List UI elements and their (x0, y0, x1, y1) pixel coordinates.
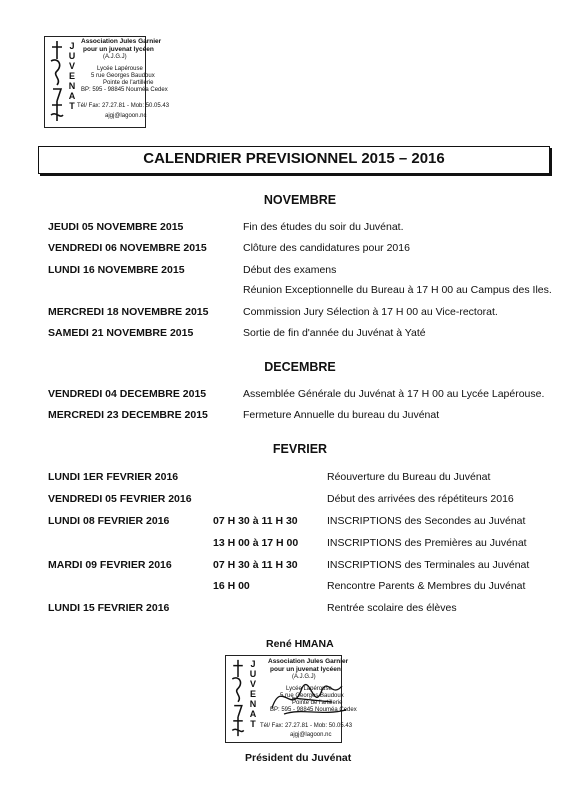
event-description: Commission Jury Sélection à 17 H 00 au Vice-rectorat. (243, 306, 498, 318)
month-heading-november: NOVEMBRE (263, 193, 337, 207)
stamp-line: ajgj@lagoon.nc (105, 113, 147, 119)
stamp-letter: V (249, 679, 256, 689)
event-description: Réunion Exceptionnelle du Bureau à 17 H 00 au Campus des Iles. (243, 284, 552, 296)
event-description: Fin des études du soir du Juvénat. (243, 221, 404, 233)
handwritten-signature (262, 668, 352, 728)
signatory-title: Président du Juvénat (245, 752, 352, 764)
event-date: VENDREDI 05 FEVRIER 2016 (48, 493, 192, 505)
event-date: MARDI 09 FEVRIER 2016 (48, 559, 172, 571)
stamp-letter: A (68, 91, 76, 101)
signatory-name: René HMANA (266, 638, 334, 650)
event-description: Début des arrivées des répétiteurs 2016 (327, 493, 514, 505)
page-title: CALENDRIER PREVISIONNEL 2015 – 2016 (143, 150, 445, 167)
stamp-letter: U (68, 51, 76, 61)
event-description: Rencontre Parents & Membres du Juvénat (327, 580, 526, 592)
event-description: INSCRIPTIONS des Terminales au Juvénat (327, 559, 530, 571)
event-date: LUNDI 16 NOVEMBRE 2015 (48, 264, 185, 276)
stamp-vertical-letters (67, 41, 77, 111)
stamp-line: pour un juvenat lycéen (270, 666, 341, 673)
month-heading-december: DECEMBRE (264, 360, 336, 374)
event-date: MERCREDI 18 NOVEMBRE 2015 (48, 306, 209, 318)
event-date: VENDREDI 06 NOVEMBRE 2015 (48, 242, 207, 254)
stamp-letter: V (68, 61, 75, 71)
stamp-line: Lycée Lapérouse (286, 686, 332, 692)
stamp-line: ajgj@lagoon.nc (290, 732, 332, 738)
stamp-letter: N (249, 699, 257, 709)
event-description: INSCRIPTIONS des Secondes au Juvénat (327, 515, 526, 527)
stamp-letter: U (249, 669, 257, 679)
stamp-line: pour un juvenat lycéen (83, 46, 154, 53)
stamp-letter: E (249, 689, 256, 699)
stamp-vertical-letters (248, 659, 258, 729)
event-description: Fermeture Annuelle du bureau du Juvénat (243, 409, 440, 421)
event-description: Réouverture du Bureau du Juvénat (327, 471, 491, 483)
event-time: 16 H 00 (213, 580, 250, 592)
event-time: 07 H 30 à 11 H 30 (213, 559, 298, 571)
stamp-line: Tél/ Fax: 27.27.81 - Mob: 50.05.43 (77, 103, 170, 109)
association-logo-icon (229, 658, 247, 738)
event-date: LUNDI 15 FEVRIER 2016 (48, 602, 170, 614)
event-description: INSCRIPTIONS des Premières au Juvénat (327, 537, 527, 549)
stamp-line: Association Jules Garnier (268, 658, 349, 665)
event-time: 07 H 30 à 11 H 30 (213, 515, 298, 527)
stamp-letter: J (250, 659, 256, 669)
header-stamp (44, 36, 170, 128)
stamp-letter: T (250, 719, 256, 729)
event-description: Début des examens (243, 264, 337, 276)
event-time: 13 H 00 à 17 H 00 (213, 537, 299, 549)
association-logo-icon (48, 39, 66, 123)
stamp-line: (A.J.G.J) (292, 674, 316, 680)
stamp-letter: E (68, 71, 75, 81)
stamp-line: Association Jules Garnier (81, 38, 162, 45)
month-heading-february: FEVRIER (272, 442, 328, 456)
title-box (38, 146, 550, 174)
event-date: VENDREDI 04 DECEMBRE 2015 (48, 388, 207, 400)
event-date: SAMEDI 21 NOVEMBRE 2015 (48, 327, 194, 339)
stamp-line: Tél/ Fax: 27.27.81 - Mob: 50.05.43 (260, 723, 353, 729)
stamp-line: 5 rue Georges Baudoux (280, 693, 344, 699)
event-date: JEUDI 05 NOVEMBRE 2015 (48, 221, 184, 233)
stamp-letter: T (69, 101, 75, 111)
stamp-line: Pointe de l'artillerie (103, 80, 154, 86)
event-description: Assemblée Générale du Juvénat à 17 H 00 au Lycée Lapérouse. (243, 388, 545, 400)
stamp-letter: J (69, 41, 75, 51)
stamp-line: Pointe de l'artillerie (292, 700, 343, 706)
event-date: LUNDI 08 FEVRIER 2016 (48, 515, 170, 527)
event-description: Clôture des candidatures pour 2016 (243, 242, 410, 254)
event-description: Rentrée scolaire des élèves (327, 602, 457, 614)
stamp-line: BP: 595 - 98845 Nouméa Cedex (81, 87, 168, 93)
stamp-line: Lycée Lapérouse (97, 66, 143, 72)
event-date: LUNDI 1ER FEVRIER 2016 (48, 471, 179, 483)
stamp-letter: N (68, 81, 76, 91)
stamp-line: 5 rue Georges Baudoux (91, 73, 155, 79)
stamp-line: (A.J.G.J) (103, 54, 127, 60)
event-date: MERCREDI 23 DECEMBRE 2015 (48, 409, 208, 421)
stamp-line: BP: 595 - 98845 Nouméa Cedex (270, 707, 357, 713)
event-description: Sortie de fin d'année du Juvénat à Yaté (243, 327, 426, 339)
stamp-letter: A (249, 709, 257, 719)
